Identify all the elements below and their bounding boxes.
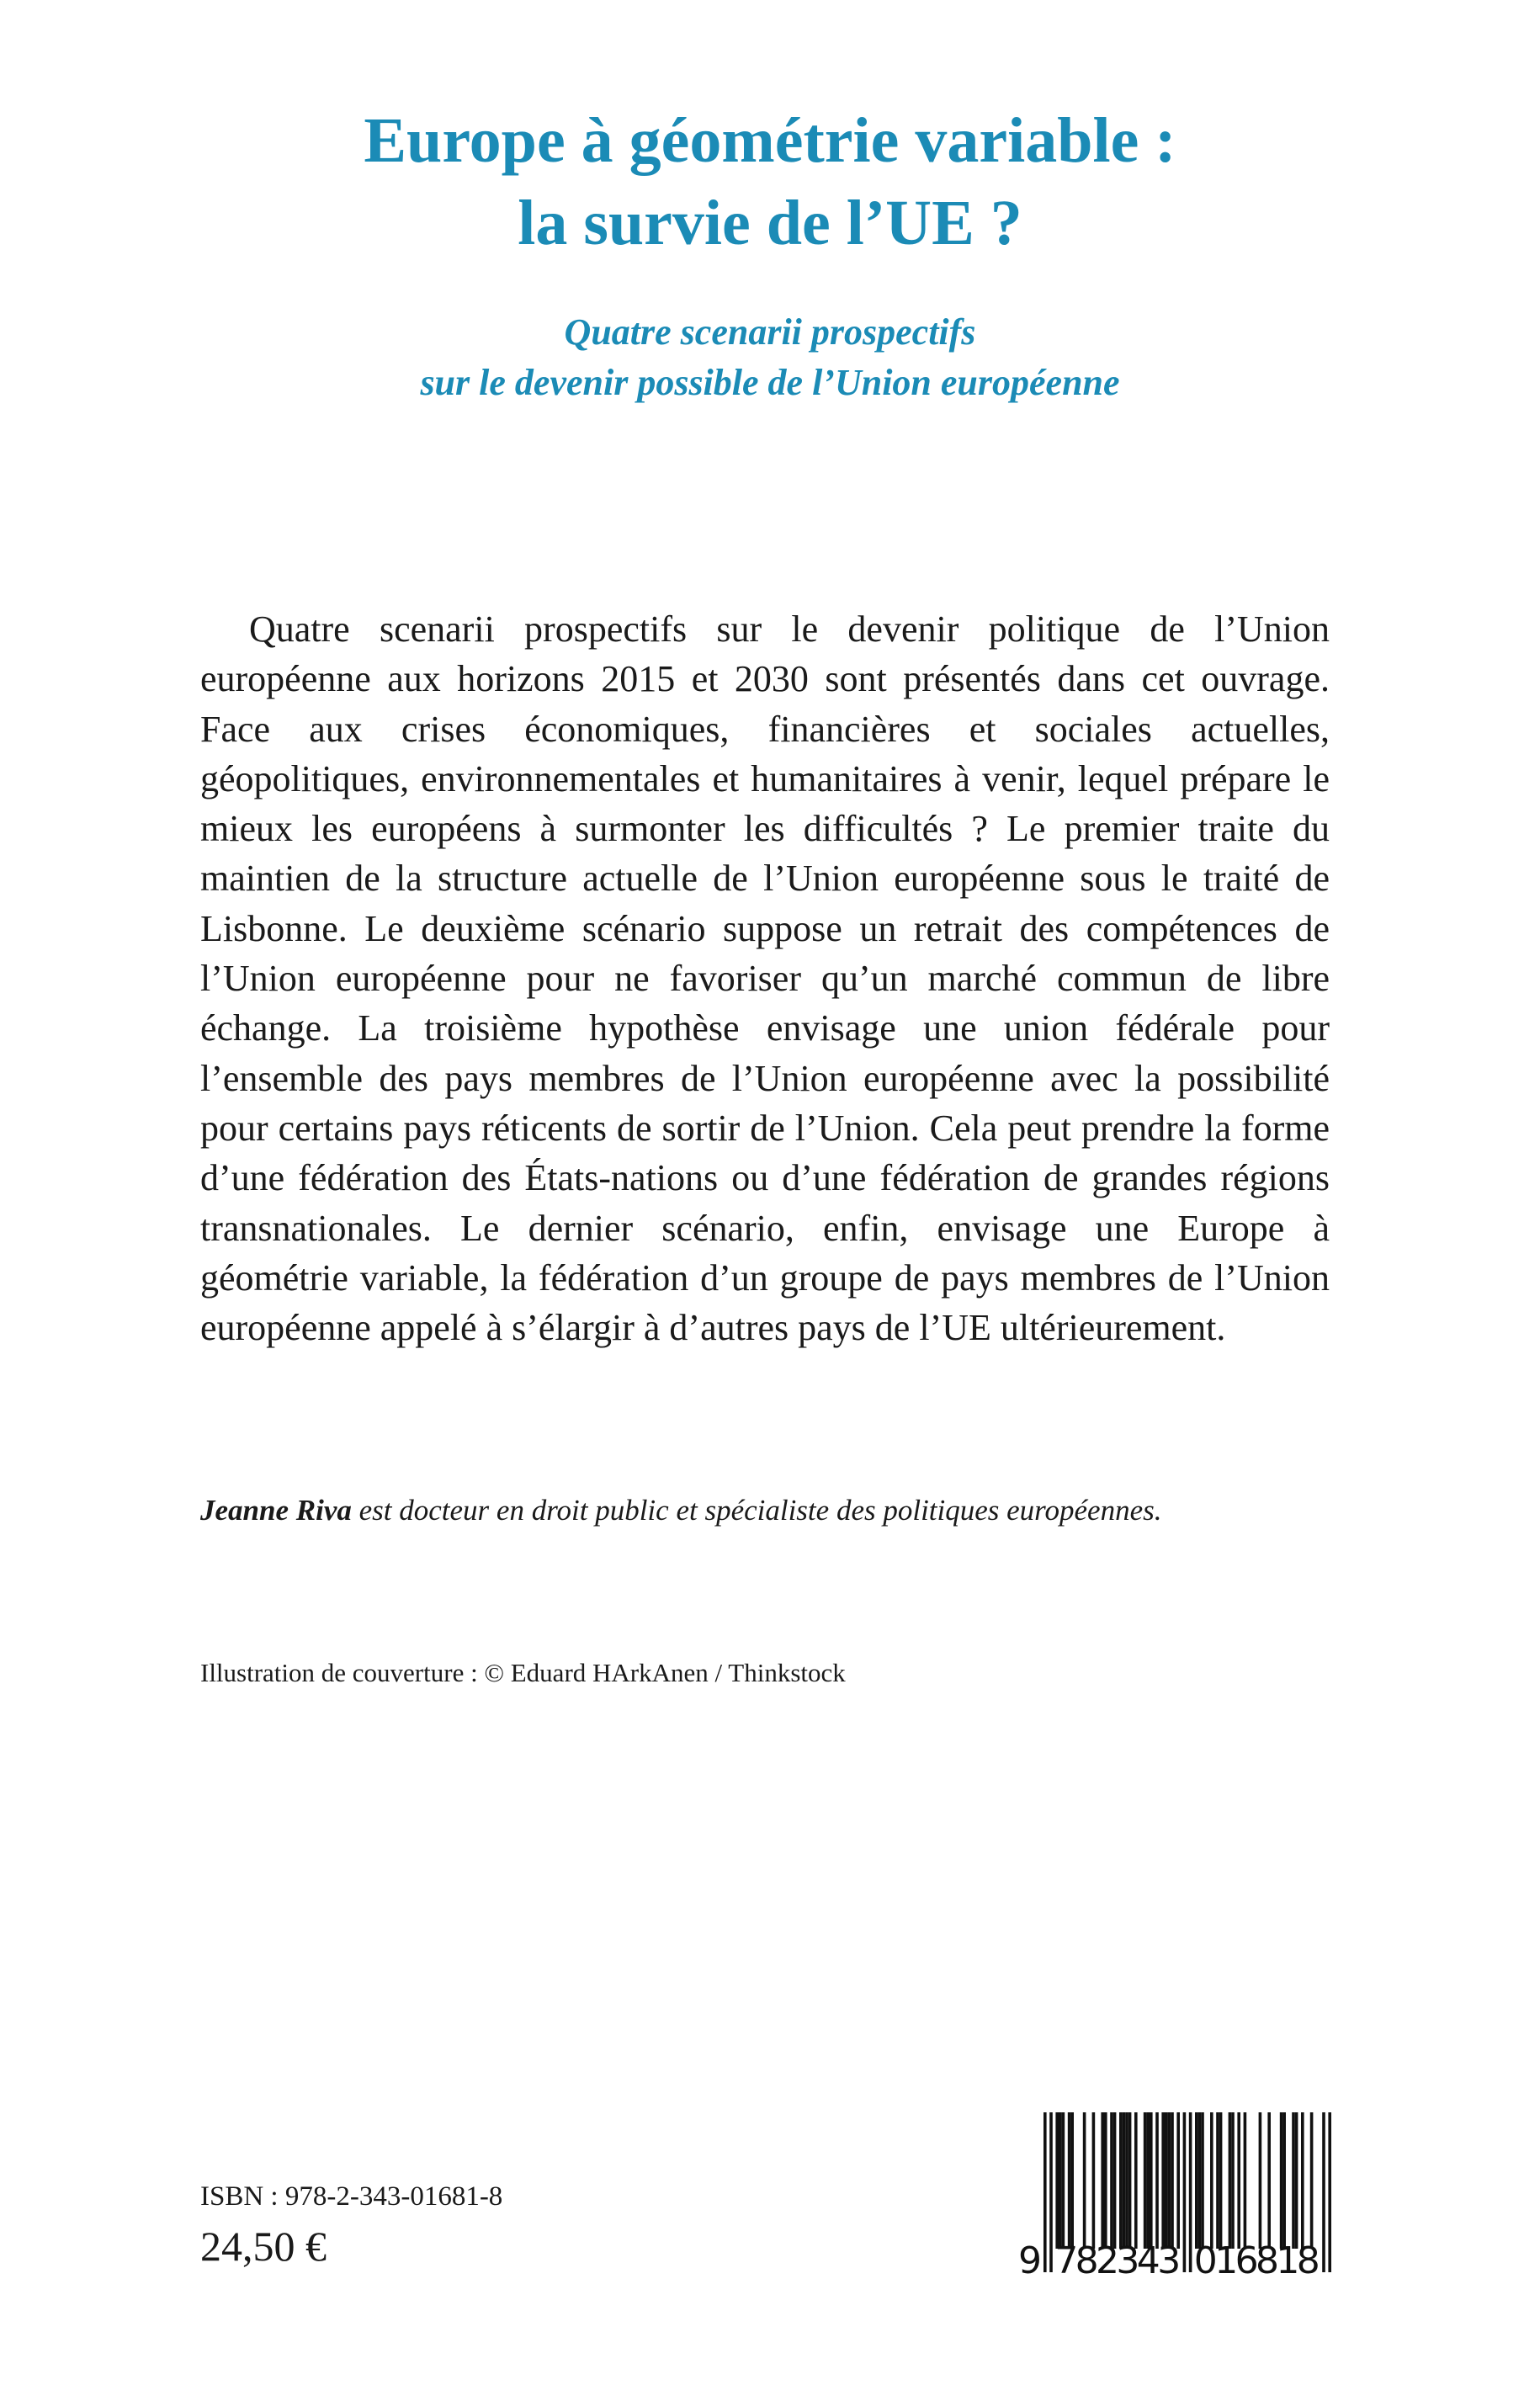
cover-credit: Illustration de couverture : © Eduard HArkAnen / Thinkstock xyxy=(200,1658,846,1687)
barcode-bar xyxy=(1322,2112,1325,2272)
barcode-bar xyxy=(1043,2112,1047,2272)
barcode-bar xyxy=(1110,2112,1113,2249)
barcode-bar xyxy=(1198,2112,1202,2249)
barcode-bar xyxy=(1171,2112,1174,2249)
barcode-bar xyxy=(1125,2112,1128,2249)
barcode-bar xyxy=(1301,2112,1304,2249)
barcode-bar xyxy=(1150,2112,1153,2249)
barcode-bar xyxy=(1295,2112,1298,2249)
barcode-bar xyxy=(1244,2112,1247,2249)
barcode-bar xyxy=(1201,2112,1204,2249)
barcode-bar xyxy=(1310,2112,1314,2249)
author-name: Jeanne Riva xyxy=(200,1494,352,1527)
barcode-bar xyxy=(1189,2112,1192,2272)
barcode-bar xyxy=(1144,2112,1147,2249)
barcode-bar xyxy=(1168,2112,1171,2249)
title-line-1: Europe à géométrie variable : xyxy=(364,105,1176,176)
barcode-bar xyxy=(1104,2112,1107,2249)
barcode-bar xyxy=(1070,2112,1074,2249)
barcode-bar xyxy=(1231,2112,1235,2249)
barcode-bar xyxy=(1328,2112,1331,2272)
barcode-bar xyxy=(1229,2112,1232,2249)
barcode-bar xyxy=(1219,2112,1223,2249)
barcode-digits-right: 016818 xyxy=(1193,2239,1320,2276)
barcode-bar xyxy=(1165,2112,1168,2249)
subtitle-line-2: sur le devenir possible de l’Union européenne xyxy=(420,362,1120,403)
isbn: ISBN : 978-2-343-01681-8 xyxy=(200,2181,503,2212)
title-line-2: la survie de l’UE ? xyxy=(518,188,1022,258)
barcode-bar xyxy=(1113,2112,1117,2249)
barcode-bar xyxy=(1134,2112,1138,2249)
barcode-bar xyxy=(1259,2112,1262,2249)
book-title xyxy=(0,99,1540,264)
barcode-bar xyxy=(1183,2112,1187,2272)
barcode-bar xyxy=(1049,2112,1053,2272)
barcode-bar xyxy=(1176,2112,1180,2249)
barcode-bar xyxy=(1237,2112,1240,2249)
barcode-bar xyxy=(1267,2112,1271,2249)
barcode-bar xyxy=(1195,2112,1198,2249)
barcode-bar xyxy=(1062,2112,1065,2249)
barcode-bar xyxy=(1059,2112,1062,2249)
barcode-bar xyxy=(1068,2112,1071,2249)
barcode-bar xyxy=(1083,2112,1086,2249)
barcode-bar xyxy=(1155,2112,1159,2249)
barcode-bar xyxy=(1161,2112,1165,2249)
summary-paragraph: Quatre scenarii prospectifs sur le devenir politique de l’Union européenne aux horizons 2015 et 2030 sont présentés dans cet ouvrage. Face aux crises économiques, financières et sociales actuelles, géopolitiques, environnementales et humanitaires à venir, lequel prépare le mieux les européens à surmonter les difficultés ? Le premier traite du maintien de la structure actuelle de l’Union européenne sous le traité de Lisbonne. Le deuxième scénario suppose un retrait des compétences de l’Union européenne pour ne favoriser qu’un marché commun de libre échange. La troisième hypothèse envisage une union fédérale pour l’ensemble des pays membres de l’Union européenne avec la possibilité pour certains pays réticents de sortir de l’Union. Cela peut prendre la forme d’une fédération des États-nations ou d’une fédération de grandes régions transnationales. Le dernier scénario, enfin, envisage une Europe à géométrie variable, la fédération d’un groupe de pays membres de l’Union européenne appelé à s’élargir à d’autres pays de l’UE ultérieurement. xyxy=(200,608,1330,1349)
barcode-bar xyxy=(1119,2112,1123,2249)
subtitle-line-1: Quatre scenarii prospectifs xyxy=(564,311,976,353)
barcode-bar xyxy=(1146,2112,1150,2249)
barcode-bar xyxy=(1216,2112,1219,2249)
barcode-digits-left: 782343 xyxy=(1054,2239,1182,2276)
price: 24,50 € xyxy=(200,2223,327,2270)
barcode-bar xyxy=(1123,2112,1126,2249)
barcode-bar xyxy=(1101,2112,1104,2249)
barcode-bar xyxy=(1282,2112,1286,2249)
barcode-digits-first: 9 xyxy=(1018,2239,1042,2276)
barcode-bar xyxy=(1292,2112,1295,2249)
barcode-bar xyxy=(1055,2112,1059,2249)
barcode-bar xyxy=(1280,2112,1283,2249)
book-subtitle xyxy=(0,307,1540,408)
author-description: est docteur en droit public et spécialiste des politiques européennes. xyxy=(351,1494,1162,1527)
barcode-bar xyxy=(1210,2112,1213,2249)
barcode xyxy=(1018,2108,1338,2276)
author-bio xyxy=(200,1494,1161,1527)
barcode-bar xyxy=(1092,2112,1096,2249)
barcode-bar xyxy=(1128,2112,1132,2249)
